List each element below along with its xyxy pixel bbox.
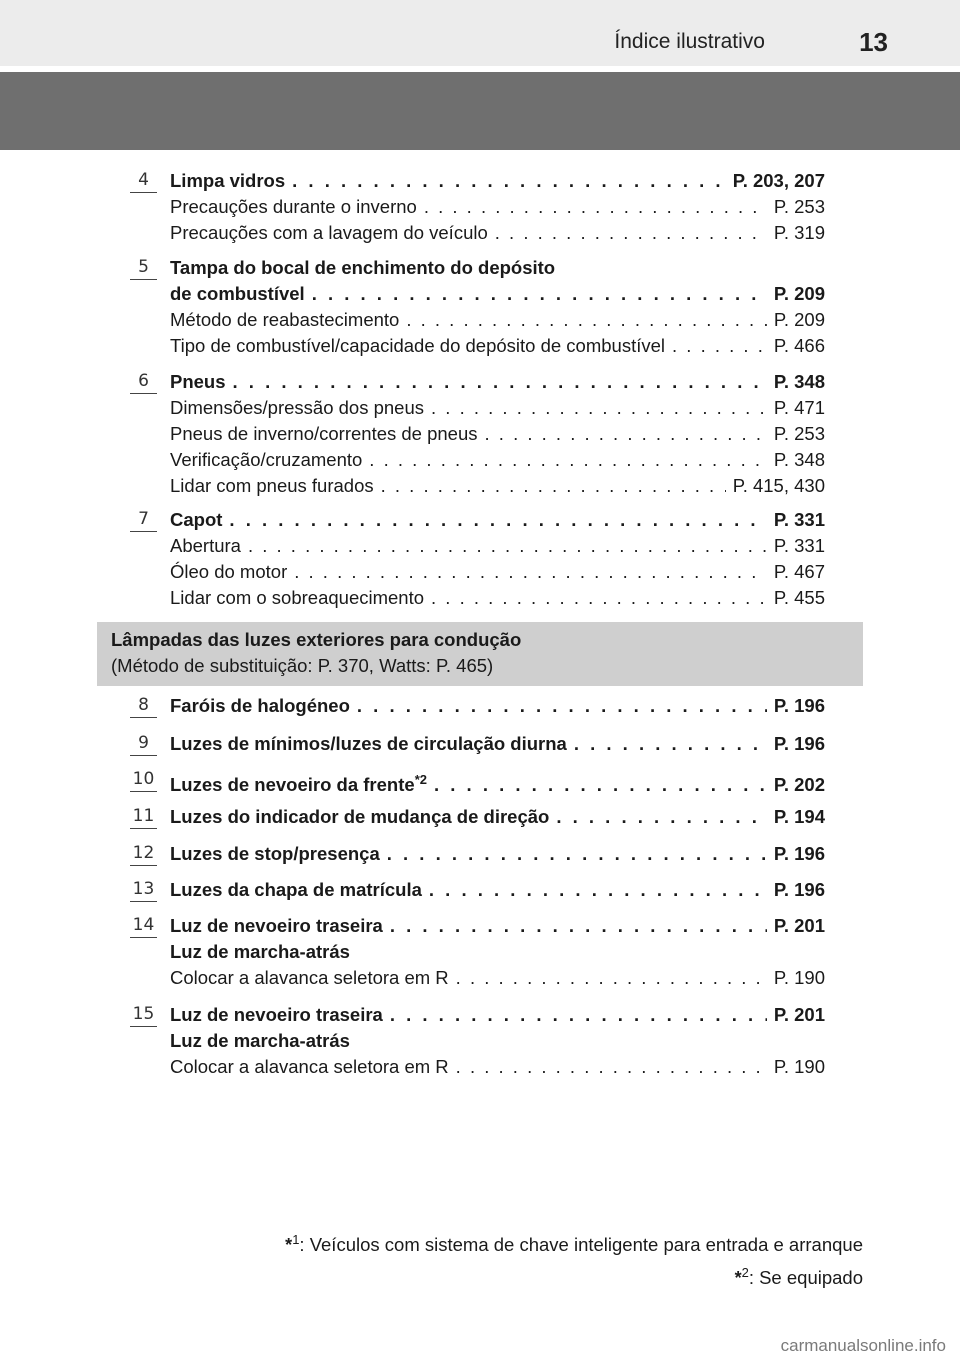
index-label: Colocar a alavanca seletora em R [170, 967, 449, 988]
callout-number-13: 13 [128, 875, 159, 903]
page-reference: P. 194 [773, 806, 825, 827]
dot-leader [485, 421, 767, 447]
dot-leader [424, 194, 767, 220]
index-label: Lidar com o sobreaquecimento [170, 587, 425, 608]
index-line [170, 731, 825, 757]
page-reference: P. 190 [773, 967, 825, 988]
index-line [170, 939, 825, 965]
page-reference: P. 202 [773, 774, 825, 793]
index-entry-8 [170, 693, 825, 719]
page-reference: P. 331 [773, 509, 825, 530]
footnote-ref: *2 [414, 772, 427, 787]
callout-number-4: 4 [128, 166, 159, 194]
illustration-band [0, 72, 960, 150]
header-band [0, 0, 960, 66]
index-entry-12 [170, 841, 825, 867]
page-reference: P. 190 [773, 1056, 825, 1077]
index-label: Limpa vidros [170, 170, 286, 191]
dot-leader [672, 333, 767, 359]
index-line [170, 965, 825, 991]
index-label: Luz de nevoeiro traseira [170, 1004, 383, 1025]
section-title: Lâmpadas das luzes exteriores para condução [111, 629, 522, 650]
footnotes [285, 1226, 863, 1292]
page-number: 13 [859, 27, 888, 57]
callout-underline [130, 393, 157, 395]
index-line [170, 220, 825, 246]
index-line [170, 255, 825, 281]
index-label: Luz de marcha-atrás [170, 1030, 350, 1051]
page-reference: P. 196 [773, 733, 825, 754]
callout-number-10: 10 [128, 765, 159, 793]
index-line [170, 533, 825, 559]
dot-leader [233, 369, 767, 395]
index-line [170, 507, 825, 533]
section-subtitle: (Método de substituição: P. 370, Watts: P. 465) [111, 655, 494, 676]
index-label: Tampa do bocal de enchimento do depósito [170, 257, 556, 278]
index-label: Luz de nevoeiro traseira [170, 915, 383, 936]
index-label: Óleo do motor [170, 561, 288, 582]
index-line [170, 804, 825, 830]
index-line [170, 473, 825, 499]
dot-leader [390, 1002, 767, 1028]
callout-underline [130, 901, 157, 903]
page-reference: P. 415, 430 [732, 475, 825, 496]
page-reference: P. 319 [773, 222, 825, 243]
index-line [170, 767, 825, 793]
index-line [170, 168, 825, 194]
index-line [170, 333, 825, 359]
index-label: Luzes de mínimos/luzes de circulação diurna [170, 733, 567, 754]
watermark-text: carmanualsonline.info [780, 1336, 946, 1355]
index-entry-13 [170, 877, 825, 903]
callout-number-14: 14 [128, 911, 159, 939]
index-line [170, 693, 825, 719]
dot-leader [431, 585, 767, 611]
index-label: Pneus de inverno/correntes de pneus [170, 423, 478, 444]
index-label: Luzes de nevoeiro da frente$^{*2}$ [170, 772, 427, 793]
dot-leader [431, 395, 767, 421]
dot-leader [406, 307, 767, 333]
index-line [170, 281, 825, 307]
callout-underline [130, 279, 157, 281]
dot-leader [556, 804, 767, 830]
index-line [170, 1028, 825, 1054]
dot-leader [312, 281, 767, 307]
callout-number-12: 12 [128, 839, 159, 867]
index-label: Dimensões/pressão dos pneus [170, 397, 425, 418]
page-reference: P. 203, 207 [732, 170, 825, 191]
index-entry-10 [170, 767, 825, 793]
dot-leader [292, 168, 726, 194]
callout-number-8: 8 [128, 691, 159, 719]
index-label: de combustível [170, 283, 305, 304]
callout-number-6: 6 [128, 367, 159, 395]
page-reference: P. 253 [773, 423, 825, 444]
page-reference: P. 471 [773, 397, 825, 418]
section-header [97, 622, 863, 686]
dot-leader [429, 877, 767, 903]
index-line [170, 395, 825, 421]
index-label: Luz de marcha-atrás [170, 941, 350, 962]
index-label: Luzes da chapa de matrícula [170, 879, 422, 900]
index-entry-9 [170, 731, 825, 757]
index-label: Luzes do indicador de mudança de direção [170, 806, 550, 827]
page-reference: P. 196 [773, 695, 825, 716]
dot-leader [574, 731, 767, 757]
index-line [170, 421, 825, 447]
index-line [170, 913, 825, 939]
index-line [170, 877, 825, 903]
index-line [170, 1002, 825, 1028]
callout-underline [130, 937, 157, 939]
dot-leader [381, 473, 726, 499]
callout-number-11: 11 [128, 802, 159, 830]
callout-underline [130, 791, 157, 793]
callout-underline [130, 865, 157, 867]
callout-underline [130, 531, 157, 533]
dot-leader [248, 533, 767, 559]
callout-number-9: 9 [128, 729, 159, 757]
callout-number-15: 15 [128, 1000, 159, 1028]
index-label: Lidar com pneus furados [170, 475, 374, 496]
dot-leader [434, 772, 767, 793]
index-line [170, 447, 825, 473]
page-reference: P. 348 [773, 449, 825, 470]
index-entry-11 [170, 804, 825, 830]
index-label: Método de reabastecimento [170, 309, 400, 330]
index-label: Abertura [170, 535, 241, 556]
page-reference: P. 196 [773, 879, 825, 900]
index-label: Faróis de halogéneo [170, 695, 350, 716]
chapter-title: Índice ilustrativo [614, 30, 765, 53]
index-entry-4 [170, 168, 825, 246]
index-label: Pneus [170, 371, 226, 392]
index-entry-5 [170, 255, 825, 359]
dot-leader [369, 447, 767, 473]
index-label: Luzes de stop/presença [170, 843, 380, 864]
dot-leader [294, 559, 767, 585]
index-line [170, 841, 825, 867]
dot-leader [357, 693, 767, 719]
index-label: Verificação/cruzamento [170, 449, 363, 470]
index-entry-15 [170, 1002, 825, 1080]
dot-leader [390, 913, 767, 939]
page-reference: P. 201 [773, 1004, 825, 1025]
index-entry-14 [170, 913, 825, 991]
dot-leader [229, 507, 766, 533]
callout-number-7: 7 [128, 505, 159, 533]
index-line [170, 585, 825, 611]
page-reference: P. 196 [773, 843, 825, 864]
index-line [170, 1054, 825, 1080]
index-label: Precauções com a lavagem do veículo [170, 222, 488, 243]
callout-underline [130, 828, 157, 830]
dot-leader [495, 220, 767, 246]
index-label: Precauções durante o inverno [170, 196, 417, 217]
dot-leader [456, 1054, 767, 1080]
index-line [170, 559, 825, 585]
page-reference: P. 201 [773, 915, 825, 936]
footnote-1: *$^1$: Veículos com sistema de chave inteligente para entrada e arranque [285, 1232, 863, 1256]
footnote-2: *$^2$: Se equipado [734, 1265, 863, 1289]
index-line [170, 194, 825, 220]
callout-underline [130, 755, 157, 757]
page-reference: P. 348 [773, 371, 825, 392]
page-reference: P. 209 [773, 309, 825, 330]
index-label: Tipo de combustível/capacidade do depósito de combustível [170, 335, 666, 356]
index-entry-7 [170, 507, 825, 611]
callout-underline [130, 192, 157, 194]
index-line [170, 307, 825, 333]
page-reference: P. 253 [773, 196, 825, 217]
index-entry-6 [170, 369, 825, 499]
page-reference: P. 455 [773, 587, 825, 608]
index-label: Colocar a alavanca seletora em R [170, 1056, 449, 1077]
callout-underline [130, 717, 157, 719]
callout-number-5: 5 [128, 253, 159, 281]
callout-underline [130, 1026, 157, 1028]
page-reference: P. 209 [773, 283, 825, 304]
page-reference: P. 331 [773, 535, 825, 556]
page-reference: P. 467 [773, 561, 825, 582]
dot-leader [456, 965, 767, 991]
index-line [170, 369, 825, 395]
dot-leader [387, 841, 767, 867]
page-reference: P. 466 [773, 335, 825, 356]
index-label: Capot [170, 509, 223, 530]
